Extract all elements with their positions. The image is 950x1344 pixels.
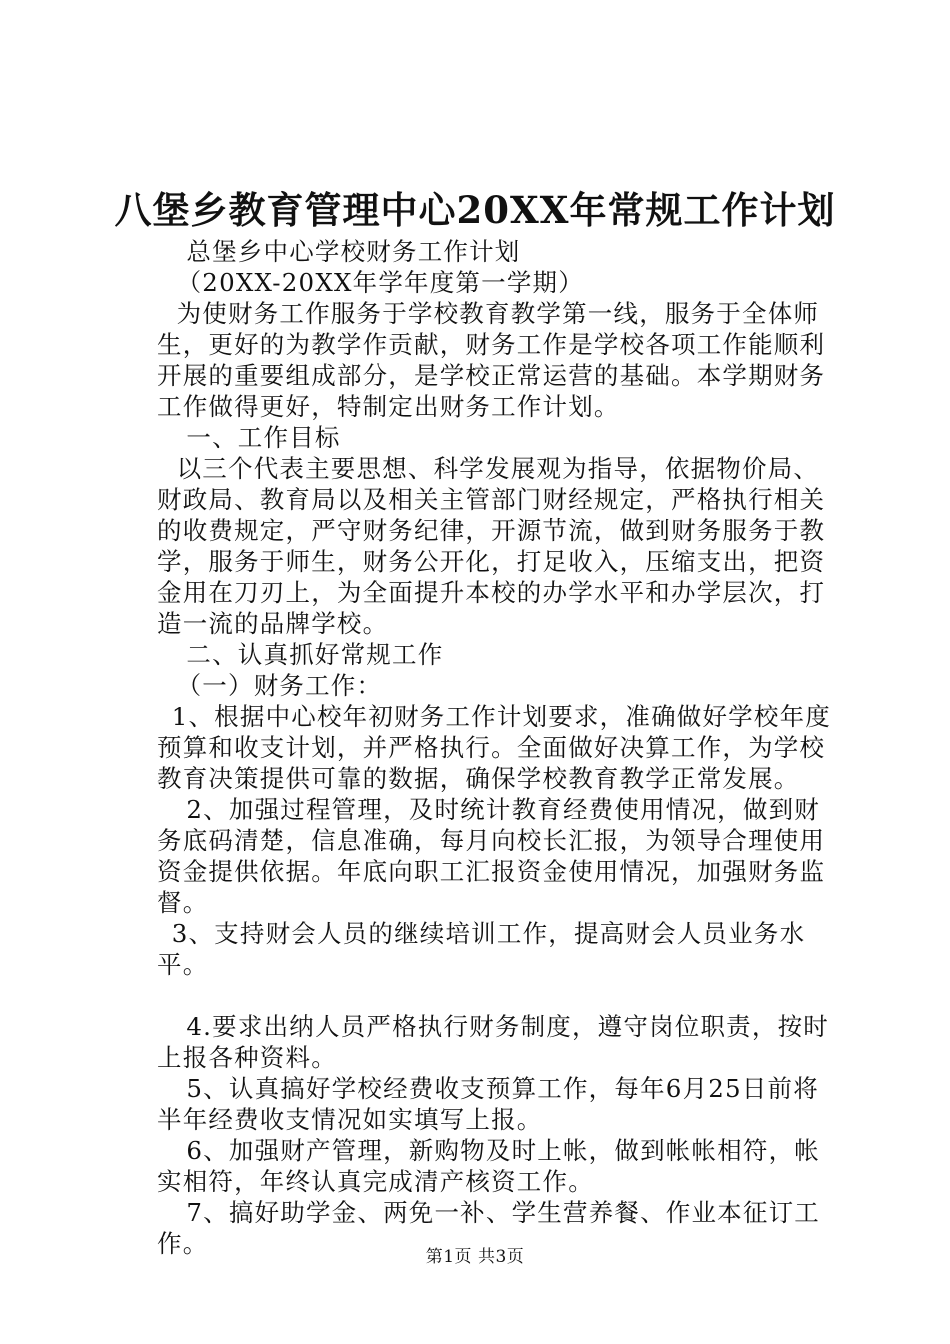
list-item-3: 3、支持财会人员的继续培训工作，提高财会人员业务水平。 xyxy=(157,919,806,979)
list-item-4: 4.要求出纳人员严格执行财务制度，遵守岗位职责，按时上报各种资料。 xyxy=(157,1012,829,1072)
list-item-5: 5、认真搞好学校经费收支预算工作，每年6月25日前将半年经费收支情况如实填写上报。 xyxy=(157,1074,819,1134)
document-body xyxy=(157,236,837,1259)
term-line: （20XX-20XX年学年度第一学期） xyxy=(176,268,584,297)
list-item-2: 2、加强过程管理，及时统计教育经费使用情况，做到财务底码清楚，信息准确，每月向校长汇报，为领导合理使用资金提供依据。年底向职工汇报资金使用情况，加强财务监督。 xyxy=(157,795,826,917)
list-item-6: 6、加强财产管理，新购物及时上帐，做到帐帐相符，帐实相符，年终认真完成清产核资工作。 xyxy=(157,1136,820,1196)
page-footer: 第1页 共3页 xyxy=(425,1247,525,1267)
intro-paragraph: 为使财务工作服务于学校教育教学第一线，服务于全体师生，更好的为教学作贡献，财务工作是学校各项工作能顺利开展的重要组成部分，是学校正常运营的基础。本学期财务工作做得更好，特制定出财务工作计划。 xyxy=(157,299,826,421)
list-item-7: 7、搞好助学金、两免一补、学生营养餐、作业本征订工作。 xyxy=(157,1198,820,1258)
section2-heading: 二、认真抓好常规工作 xyxy=(186,640,444,669)
section1-heading: 一、工作目标 xyxy=(186,423,341,452)
document-title: 八堡乡教育管理中心20XX年常规工作计划 xyxy=(114,188,836,232)
section1-paragraph: 以三个代表主要思想、科学发展观为指导，依据物价局、财政局、教育局以及相关主管部门财经规定，严格执行相关的收费规定，严守财务纪律，开源节流，做到财务服务于教学，服务于师生，财务公开化，打足收入，压缩支出，把资金用在刀刃上，为全面提升本校的办学水平和办学层次，打造一流的品牌学校。 xyxy=(157,454,826,638)
list-item-1: 1、根据中心校年初财务工作计划要求，准确做好学校年度预算和收支计划，并严格执行。全面做好决算工作，为学校教育决策提供可靠的数据，确保学校教育教学正常发展。 xyxy=(157,702,831,793)
subtitle-line: 总堡乡中心学校财务工作计划 xyxy=(186,237,521,266)
subsection1-heading: （一）财务工作： xyxy=(176,671,383,700)
blank-line xyxy=(157,980,837,1011)
